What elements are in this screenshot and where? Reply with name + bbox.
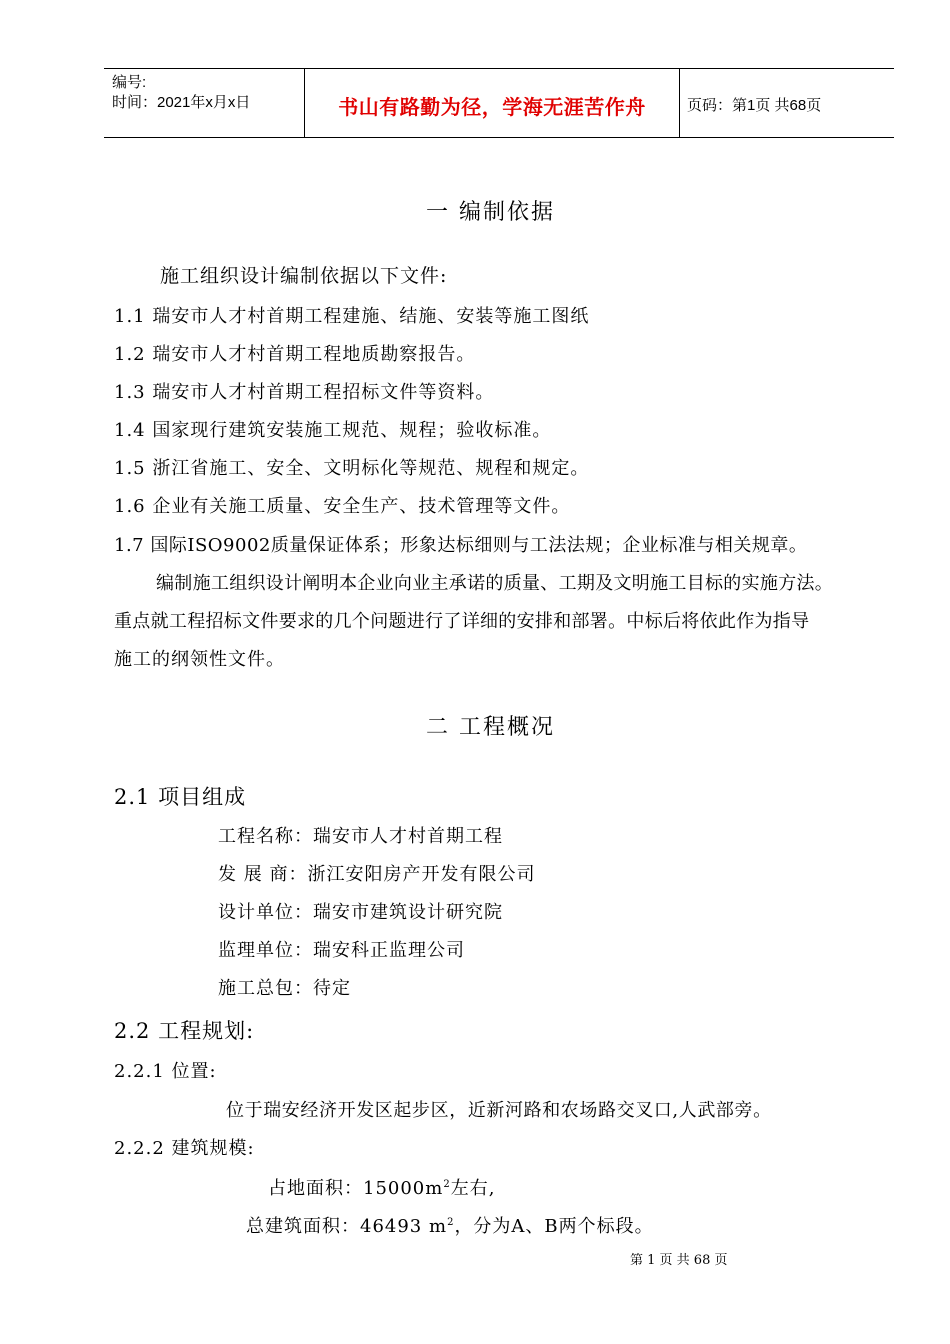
project-row: 监理单位：瑞安科正监理公司: [218, 940, 465, 961]
land-area-line: [268, 1174, 495, 1200]
land-area-suffix: 左右,: [450, 1178, 496, 1199]
basis-paragraph-line: 施工的纲领性文件。: [114, 649, 285, 670]
land-area-value: 占地面积：15000m: [268, 1178, 444, 1199]
header-page-cell: [679, 69, 894, 137]
page-footer-number: 第 1 页 共 68 页: [630, 1253, 728, 1268]
subsection-planning: 2.2 工程规划:: [114, 1019, 255, 1043]
square-superscript: 2: [447, 1217, 455, 1228]
subsection-location: 2.2.1 位置:: [114, 1061, 217, 1082]
building-area-suffix: ，分为A、B两个标段。: [454, 1216, 654, 1237]
document-time-label: 时间：2021年x月x日: [112, 94, 251, 111]
basis-item: 1.7 国际ISO9002质量保证体系；形象达标细则与工法法规；企业标准与相关规章。: [114, 535, 808, 556]
document-number-label: 编号:: [112, 74, 147, 91]
header-info-cell: [104, 69, 304, 137]
basis-item: 1.2 瑞安市人才村首期工程地质勘察报告。: [114, 344, 476, 365]
project-row: 设计单位：瑞安市建筑设计研究院: [218, 902, 503, 923]
page-header-table: [104, 68, 894, 138]
header-motto: 书山有路勤为径，学海无涯苦作舟: [338, 97, 646, 119]
location-text: 位于瑞安经济开发区起步区，近新河路和农场路交叉口,人武部旁。: [226, 1100, 772, 1121]
building-area-line: [246, 1212, 654, 1238]
basis-item: 1.5 浙江省施工、安全、文明标化等规范、规程和规定。: [114, 458, 590, 479]
project-row: 施工总包：待定: [218, 978, 351, 999]
project-row: 发 展 商：浙江安阳房产开发有限公司: [218, 864, 536, 885]
basis-item: 1.4 国家现行建筑安装施工规范、规程；验收标准。: [114, 420, 552, 441]
basis-intro: 施工组织设计编制依据以下文件:: [160, 265, 448, 287]
subsection-building-scale: 2.2.2 建筑规模:: [114, 1138, 255, 1159]
basis-item: 1.6 企业有关施工质量、安全生产、技术管理等文件。: [114, 496, 571, 517]
section-title-overview: 二 工程概况: [426, 715, 555, 740]
basis-item: 1.3 瑞安市人才村首期工程招标文件等资料。: [114, 382, 495, 403]
basis-item: 1.1 瑞安市人才村首期工程建施、结施、安装等施工图纸: [114, 306, 590, 327]
section-title-basis: 一 编制依据: [426, 200, 555, 225]
header-page-number: 页码：第1页 共68页: [687, 97, 822, 114]
square-superscript: 2: [443, 1179, 451, 1190]
basis-paragraph-line: 重点就工程招标文件要求的几个问题进行了详细的安排和部署。中标后将依此作为指导: [114, 611, 810, 632]
building-area-value: 总建筑面积：46493 m: [246, 1216, 448, 1237]
subsection-project-composition: 2.1 项目组成: [114, 785, 247, 809]
basis-paragraph-line: 编制施工组织设计阐明本企业向业主承诺的质量、工期及文明施工目标的实施方法。: [156, 573, 834, 594]
header-motto-cell: [304, 69, 680, 137]
project-row: 工程名称：瑞安市人才村首期工程: [218, 826, 503, 847]
